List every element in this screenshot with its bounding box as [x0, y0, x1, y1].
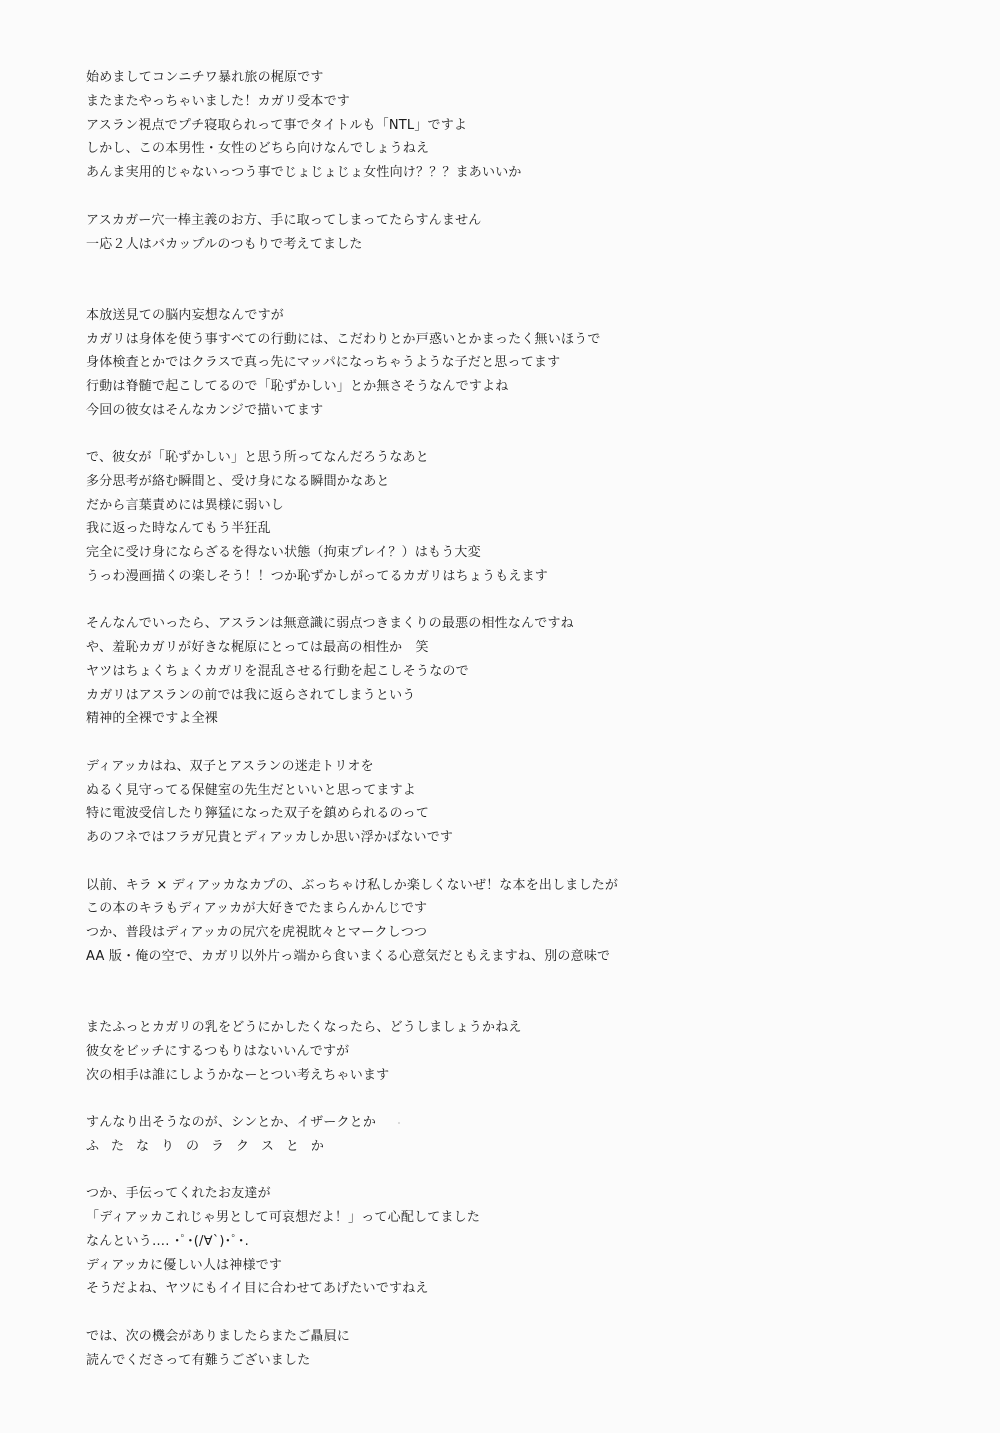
text-line: 読んでくださって有難うございました — [86, 1353, 311, 1368]
text-line: そんなんでいったら、アスランは無意識に弱点つきまくりの最悪の相性なんですね — [86, 616, 574, 631]
text-line: 始めましてコンニチワ暴れ旅の梶原です — [86, 70, 324, 85]
text-line: アスラン視点でプチ寝取られって事でタイトルも「NTL」ですよ — [86, 118, 468, 133]
text-line: だから言葉責めには異様に弱いし — [86, 498, 285, 513]
text-line: すんなり出そうなのが、シンとか、イザークとか — [86, 1115, 377, 1130]
text-line: 一応２人はバカップルのつもりで考えてました — [86, 237, 363, 252]
text-line: 身体検査とかではクラスで真っ先にマッパになっちゃうような子だと思ってます — [86, 355, 561, 370]
text-line: カガリは身体を使う事すべての行動には、こだわりとか戸惑いとかまったく無いほうで — [86, 332, 601, 347]
text-line-spaced: ふたなりのラクスとか — [86, 1139, 336, 1154]
text-line: つか、手伝ってくれたお友達が — [86, 1186, 271, 1201]
text-line: 特に電波受信したり獰猛になった双子を鎮められるのって — [86, 806, 430, 821]
text-line: で、彼女が「恥ずかしい」と思う所ってなんだろうなあと — [86, 450, 429, 465]
text-line: 我に返った時なんてもう半狂乱 — [86, 521, 271, 536]
text-line: ヤツはちょくちょくカガリを混乱させる行動を起こしそうなので — [86, 664, 469, 679]
text-line: 完全に受け身にならざるを得ない状態（拘束プレイ？）はもう大変 — [86, 545, 481, 560]
text-line: では、次の機会がありましたらまたご贔屓に — [86, 1329, 351, 1344]
text-line: つか、普段はディアッカの尻穴を虎視眈々とマークしつつ — [86, 925, 428, 940]
text-line: アスカガー穴一棒主義のお方、手に取ってしまってたらすんません — [86, 213, 482, 228]
text-line: や、羞恥カガリが好きな梶原にとっては最高の相性か 笑 — [86, 640, 429, 655]
text-line: 本放送見ての脳内妄想なんですが — [86, 308, 285, 323]
text-line: しかし、この本男性・女性のどちら向けなんでしょうねえ — [86, 141, 430, 156]
text-line: カガリはアスランの前では我に返らされてしまうという — [86, 688, 416, 703]
text-line: うっわ漫画描くの楽しそう！！つか恥ずかしがってるカガリはちょうもえます — [86, 569, 549, 584]
text-line: またふっとカガリの乳をどうにかしたくなったら、どうしましょうかねえ — [86, 1020, 522, 1035]
text-line: ディアッカに優しい人は神様です — [86, 1258, 283, 1273]
text-line: 行動は脊髄で起こしてるので「恥ずかしい」とか無さそうなんですよね — [86, 379, 509, 394]
text-line: あんま実用的じゃないっつう事でじょじょじょ女性向け？？？まあいいか — [86, 165, 522, 180]
text-line: そうだよね、ヤツにもイイ目に合わせてあげたいですねえ — [86, 1281, 429, 1296]
text-line: なんという…. ･ﾟ･(/∀`)･ﾟ･. — [86, 1234, 249, 1249]
text-line: ぬるく見守ってる保健室の先生だといいと思ってますよ — [86, 783, 417, 798]
text-line: この本のキラもディアッカが大好きでたまらんかんじです — [86, 901, 428, 916]
text-line: 彼女をビッチにするつもりはないいんですが — [86, 1044, 350, 1059]
text-line: 「ディアッカこれじゃ男として可哀想だよ！」って心配してました — [86, 1210, 481, 1225]
text-line: ディアッカはね、双子とアスランの迷走トリオを — [86, 759, 374, 774]
text-line: またまたやっちゃいました！カガリ受本です — [86, 94, 351, 109]
text-line: AA 版・俺の空で、カガリ以外片っ端から食いまくる心意気だともえますね、別の意味で — [86, 949, 611, 964]
stray-mark — [398, 1122, 400, 1124]
text-line: あのフネではフラガ兄貴とディアッカしか思い浮かばないです — [86, 830, 454, 845]
text-line: 今回の彼女はそんなカンジで描いてます — [86, 403, 324, 418]
text-line: 多分思考が絡む瞬間と、受け身になる瞬間かなあと — [86, 474, 390, 489]
text-line: 次の相手は誰にしようかなーとつい考えちゃいます — [86, 1068, 390, 1083]
text-line: 精神的全裸ですよ全裸 — [86, 711, 219, 726]
text-line: 以前、キラ × ディアッカなカプの、ぶっちゃけ私しか楽しくないぜ！な本を出しましたが — [86, 878, 619, 893]
